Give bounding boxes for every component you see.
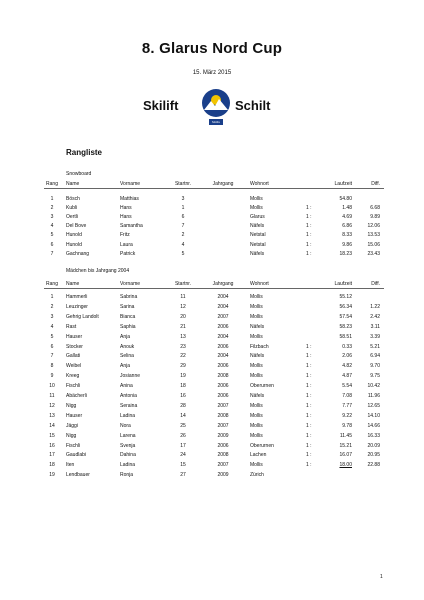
cell-name: Kubli <box>66 205 78 212</box>
cell-jahrgang: 2006 <box>217 323 229 330</box>
column-header-rang: Rang <box>46 181 58 187</box>
cell-rang: 12 <box>49 402 55 409</box>
cell-startnr: 11 <box>180 294 186 300</box>
cell-jahrgang: 2004 <box>217 303 229 310</box>
cell-diff: 14.10 <box>367 412 380 419</box>
column-header-startnr: Startnr. <box>174 181 192 187</box>
cell-vorname: Nora <box>120 422 131 429</box>
cell-wohnort: Mollis <box>250 422 263 429</box>
cell-name: Jäggi <box>66 422 78 429</box>
column-header-diff: Diff. <box>371 281 380 287</box>
cell-minutes: 1 : <box>306 393 312 399</box>
table-row <box>0 232 424 241</box>
column-header-laufzeit: Laufzeit <box>334 281 352 287</box>
cell-name: Hauser <box>66 333 83 340</box>
cell-startnr: 13 <box>180 333 186 340</box>
cell-vorname: Seraina <box>120 402 138 409</box>
column-header-name: Name <box>66 181 80 187</box>
cell-wohnort: Näfels <box>250 223 265 230</box>
cell-vorname: Svenja <box>120 442 136 449</box>
cell-minutes: 1 : <box>306 412 312 419</box>
cell-startnr: 14 <box>180 412 186 419</box>
cell-wohnort: Oberurnen <box>250 383 274 390</box>
cell-vorname: Matthias <box>120 196 139 202</box>
cell-vorname: Ladina <box>120 412 136 419</box>
cell-startnr: 21 <box>180 323 186 330</box>
column-header-wohnort: Wohnort <box>250 181 269 187</box>
table-row <box>0 344 424 353</box>
table-row <box>0 363 424 372</box>
cell-jahrgang: 2006 <box>217 383 229 390</box>
table-row <box>0 373 424 382</box>
cell-rang: 5 <box>50 232 54 239</box>
cell-wohnort: Mollis <box>250 303 263 310</box>
logo-tag: Mollis <box>209 119 223 125</box>
cell-vorname: Sabrina <box>120 294 138 300</box>
cell-jahrgang: 2006 <box>217 343 229 350</box>
cell-name: Leuzinger <box>66 303 88 310</box>
cell-vorname: Saphia <box>120 323 136 330</box>
cell-jahrgang: 2004 <box>217 333 229 340</box>
cell-startnr: 12 <box>180 303 186 310</box>
cell-diff: 22.88 <box>367 462 380 469</box>
cell-rang: 13 <box>49 412 55 419</box>
cell-name: Rast <box>66 323 77 330</box>
cell-vorname: Samantha <box>120 223 143 230</box>
cell-rang: 7 <box>50 250 54 257</box>
cell-minutes: 1 : <box>306 363 312 370</box>
table-row <box>0 393 424 402</box>
cell-name: Oertli <box>66 214 78 221</box>
cell-laufzeit: 5.54 <box>342 383 352 390</box>
cell-jahrgang: 2004 <box>217 294 229 300</box>
cell-rang: 6 <box>50 343 54 350</box>
cell-rang: 4 <box>50 323 54 330</box>
table-row <box>0 294 424 303</box>
document-title: 8. Glarus Nord Cup <box>141 40 283 57</box>
cell-minutes: 1 : <box>306 250 312 257</box>
cell-startnr: 1 <box>181 205 185 212</box>
cell-diff: 9.75 <box>370 373 380 380</box>
cell-vorname: Selina <box>120 353 134 360</box>
cell-laufzeit: 1.48 <box>342 205 352 212</box>
cell-name: Stocker <box>66 343 83 350</box>
cell-vorname: Fritz <box>120 232 130 239</box>
cell-laufzeit: 18.23 <box>339 250 352 257</box>
cell-startnr: 28 <box>180 402 186 409</box>
cell-name: Gallati <box>66 353 81 360</box>
ranking-heading: Rangliste <box>66 148 103 157</box>
cell-laufzeit: 9.78 <box>342 422 352 429</box>
cell-minutes: 1 : <box>306 383 312 390</box>
page-number: 1 <box>380 574 383 580</box>
cell-startnr: 7 <box>181 223 185 230</box>
cell-diff: 6.68 <box>370 205 380 212</box>
cell-rang: 10 <box>49 383 55 390</box>
cell-laufzeit: 16.07 <box>339 452 352 459</box>
table-row <box>0 223 424 232</box>
cell-startnr: 17 <box>180 442 186 449</box>
cell-rang: 3 <box>50 313 54 320</box>
cell-vorname: Ladina <box>120 462 136 469</box>
table-row <box>0 334 424 343</box>
cell-startnr: 2 <box>181 232 185 239</box>
cell-diff: 20.95 <box>367 452 380 459</box>
cell-laufzeit: 2.06 <box>342 353 352 360</box>
cell-minutes: 1 : <box>306 223 312 230</box>
cell-jahrgang: 2008 <box>217 373 229 380</box>
cell-minutes: 1 : <box>306 422 312 429</box>
cell-laufzeit: 7.08 <box>342 393 352 399</box>
cell-rang: 18 <box>49 462 55 469</box>
cell-laufzeit: 4.82 <box>342 363 352 370</box>
cell-name: Hunold <box>66 241 82 248</box>
column-header-startnr: Startnr. <box>174 281 192 287</box>
cell-laufzeit: 0.33 <box>342 343 352 350</box>
cell-minutes: 1 : <box>306 402 312 409</box>
cell-startnr: 6 <box>181 214 185 221</box>
cell-laufzeit: 58.51 <box>339 333 352 340</box>
cell-wohnort: Mollis <box>250 402 263 409</box>
cell-minutes: 1 : <box>306 442 312 449</box>
cell-jahrgang: 2008 <box>217 452 229 459</box>
cell-minutes: 1 : <box>306 232 312 239</box>
table-row <box>0 462 424 471</box>
table-row <box>0 314 424 323</box>
cell-name: Abächerli <box>66 393 87 399</box>
cell-startnr: 18 <box>180 383 186 390</box>
cell-vorname: Josianne <box>120 373 141 380</box>
table-row <box>0 242 424 251</box>
cell-wohnort: Mollis <box>250 205 263 212</box>
cell-vorname: Hans <box>120 214 132 221</box>
cell-name: Nigg <box>66 402 77 409</box>
cell-vorname: Bianca <box>120 313 136 320</box>
cell-rang: 2 <box>50 303 54 310</box>
cell-name: Hauser <box>66 412 83 419</box>
cell-diff: 3.11 <box>370 323 380 330</box>
cell-vorname: Dahina <box>120 452 136 459</box>
cell-diff: 5.21 <box>370 343 380 350</box>
section-label: Mädchen bis Jahrgang 2004 <box>66 268 130 274</box>
table-row <box>0 324 424 333</box>
cell-rang: 14 <box>49 422 55 429</box>
cell-laufzeit: 15.21 <box>339 442 352 449</box>
table-row <box>0 304 424 313</box>
section-label: Snowboard <box>66 171 92 177</box>
cell-jahrgang: 2004 <box>217 353 229 360</box>
cell-laufzeit: 9.22 <box>342 412 352 419</box>
cell-diff: 16.33 <box>367 432 380 439</box>
mountain-sun-icon <box>201 88 231 118</box>
column-header-laufzeit: Laufzeit <box>334 181 352 187</box>
cell-vorname: Patrick <box>120 250 136 257</box>
cell-laufzeit: 57.54 <box>339 313 352 320</box>
cell-laufzeit: 56.34 <box>339 303 352 310</box>
cell-startnr: 15 <box>180 462 186 469</box>
cell-wohnort: Mollis <box>250 196 263 202</box>
cell-wohnort: Mollis <box>250 373 263 380</box>
cell-name: Iten <box>66 462 75 469</box>
cell-laufzeit: 6.86 <box>342 223 352 230</box>
logo-text-right: Schilt <box>235 98 271 113</box>
logo-text-left: Skilift <box>143 98 179 113</box>
cell-wohnort: Näfels <box>250 250 265 257</box>
table-row <box>0 423 424 432</box>
cell-diff: 6.94 <box>370 353 380 360</box>
cell-startnr: 4 <box>181 241 185 248</box>
table-row <box>0 214 424 223</box>
cell-rang: 8 <box>50 363 54 370</box>
cell-laufzeit: 8.33 <box>342 232 352 239</box>
cell-vorname: Larena <box>120 432 136 439</box>
cell-jahrgang: 2007 <box>217 422 229 429</box>
cell-laufzeit: 54.80 <box>339 196 352 202</box>
cell-wohnort: Näfels <box>250 323 265 330</box>
column-header-vorname: Vorname <box>120 281 141 287</box>
cell-vorname: Laura <box>120 241 133 248</box>
cell-laufzeit: 9.86 <box>342 241 352 248</box>
table-row <box>0 205 424 214</box>
cell-rang: 17 <box>49 452 55 459</box>
cell-wohnort: Mollis <box>250 412 263 419</box>
cell-minutes: 1 : <box>306 462 312 469</box>
cell-vorname: Antonia <box>120 393 137 399</box>
cell-jahrgang: 2008 <box>217 412 229 419</box>
skilift-schilt-logo <box>143 86 283 130</box>
cell-diff: 9.70 <box>370 363 380 370</box>
cell-diff: 20.09 <box>367 442 380 449</box>
cell-diff: 3.39 <box>370 333 380 340</box>
cell-laufzeit: 7.77 <box>342 402 352 409</box>
table-row <box>0 383 424 392</box>
cell-vorname: Anja <box>120 363 131 370</box>
cell-wohnort: Netstal <box>250 232 266 239</box>
cell-wohnort: Oberurnen <box>250 442 274 449</box>
cell-minutes: 1 : <box>306 214 312 221</box>
cell-name: Lendbauer <box>66 472 90 479</box>
cell-diff: 15.06 <box>367 241 380 248</box>
cell-jahrgang: 2006 <box>217 393 229 399</box>
cell-name: Nigg <box>66 432 77 439</box>
cell-laufzeit: 4.87 <box>342 373 352 380</box>
cell-rang: 5 <box>50 333 54 340</box>
cell-wohnort: Filzbach <box>250 343 269 350</box>
table-row <box>0 472 424 481</box>
cell-diff: 9.89 <box>370 214 380 221</box>
cell-vorname: Anouk <box>120 343 135 350</box>
cell-jahrgang: 2006 <box>217 363 229 370</box>
cell-minutes: 1 : <box>306 343 312 350</box>
cell-rang: 1 <box>50 196 54 202</box>
cell-name: Bösch <box>66 196 80 202</box>
cell-diff: 2.42 <box>370 313 380 320</box>
table-row <box>0 251 424 260</box>
cell-minutes: 1 : <box>306 452 312 459</box>
cell-diff: 1.22 <box>370 303 380 310</box>
cell-startnr: 24 <box>180 452 186 459</box>
cell-wohnort: Mollis <box>250 432 263 439</box>
cell-wohnort: Näfels <box>250 393 265 399</box>
table-row <box>0 443 424 452</box>
cell-rang: 11 <box>49 393 55 399</box>
cell-startnr: 22 <box>180 353 186 360</box>
cell-name: Hammerli <box>66 294 88 300</box>
cell-jahrgang: 2007 <box>217 462 229 469</box>
cell-wohnort: Mollis <box>250 313 263 320</box>
cell-jahrgang: 2007 <box>217 313 229 320</box>
column-header-rang: Rang <box>46 281 58 287</box>
cell-rang: 6 <box>50 241 54 248</box>
cell-rang: 15 <box>49 432 55 439</box>
column-header-wohnort: Wohnort <box>250 281 269 287</box>
cell-minutes: 1 : <box>306 241 312 248</box>
cell-startnr: 23 <box>180 343 186 350</box>
cell-laufzeit: 58.23 <box>339 323 352 330</box>
cell-wohnort: Zürich <box>250 472 264 479</box>
cell-wohnort: Mollis <box>250 294 263 300</box>
cell-diff: 12.65 <box>367 402 380 409</box>
column-header-diff: Diff. <box>371 181 380 187</box>
table-row <box>0 452 424 461</box>
column-header-jahrgang: Jahrgang <box>212 281 234 287</box>
cell-diff: 10.42 <box>367 383 380 390</box>
cell-minutes: 1 : <box>306 205 312 212</box>
table-row <box>0 433 424 442</box>
cell-rang: 16 <box>49 442 55 449</box>
header-divider <box>44 288 384 289</box>
cell-vorname: Anina <box>120 383 133 390</box>
cell-wohnort: Mollis <box>250 333 263 340</box>
cell-laufzeit: 18.00 <box>339 462 352 469</box>
cell-jahrgang: 2007 <box>217 402 229 409</box>
table-row <box>0 413 424 422</box>
event-date: 15. März 2015 <box>192 70 232 76</box>
cell-laufzeit: 4.69 <box>342 214 352 221</box>
cell-rang: 7 <box>50 353 54 360</box>
cell-vorname: Hans <box>120 205 132 212</box>
cell-rang: 3 <box>50 214 54 221</box>
cell-name: Fischli <box>66 442 81 449</box>
cell-jahrgang: 2009 <box>217 472 229 479</box>
cell-rang: 1 <box>50 294 54 300</box>
cell-name: Del Bove <box>66 223 87 230</box>
cell-startnr: 20 <box>180 313 186 320</box>
column-header-name: Name <box>66 281 80 287</box>
cell-startnr: 25 <box>180 422 186 429</box>
cell-diff: 12.06 <box>367 223 380 230</box>
cell-wohnort: Glarus <box>250 214 265 221</box>
cell-diff: 14.66 <box>367 422 380 429</box>
cell-wohnort: Mollis <box>250 462 263 469</box>
cell-name: Hunold <box>66 232 82 239</box>
cell-minutes: 1 : <box>306 373 312 380</box>
cell-name: Gehrig Landolt <box>66 313 99 320</box>
cell-startnr: 5 <box>181 250 185 257</box>
cell-name: Gachnang <box>66 250 90 257</box>
cell-wohnort: Näfels <box>250 353 265 360</box>
cell-diff: 23.43 <box>367 250 380 257</box>
table-row <box>0 196 424 205</box>
cell-minutes: 1 : <box>306 432 312 439</box>
cell-rang: 2 <box>50 205 54 212</box>
cell-name: Fischli <box>66 383 81 390</box>
column-header-vorname: Vorname <box>120 181 141 187</box>
cell-startnr: 19 <box>180 373 186 380</box>
cell-jahrgang: 2006 <box>217 442 229 449</box>
cell-rang: 19 <box>49 472 55 479</box>
cell-startnr: 3 <box>181 196 185 202</box>
cell-jahrgang: 2009 <box>217 432 229 439</box>
cell-startnr: 16 <box>180 393 186 399</box>
cell-name: Kreeg <box>66 373 80 380</box>
cell-startnr: 29 <box>180 363 186 370</box>
cell-diff: 11.96 <box>367 393 380 399</box>
cell-startnr: 27 <box>180 472 186 479</box>
cell-rang: 9 <box>50 373 54 380</box>
cell-startnr: 26 <box>180 432 186 439</box>
cell-wohnort: Lachen <box>250 452 267 459</box>
header-divider <box>44 188 384 189</box>
table-row <box>0 403 424 412</box>
cell-rang: 4 <box>50 223 54 230</box>
cell-minutes: 1 : <box>306 353 312 360</box>
cell-name: Weibel <box>66 363 82 370</box>
column-header-jahrgang: Jahrgang <box>212 181 234 187</box>
cell-laufzeit: 11.45 <box>339 432 352 439</box>
cell-laufzeit: 55.12 <box>339 294 352 300</box>
cell-diff: 13.53 <box>367 232 380 239</box>
cell-vorname: Sarina <box>120 303 135 310</box>
cell-wohnort: Netstal <box>250 241 266 248</box>
cell-vorname: Anja <box>120 333 131 340</box>
cell-name: Gaudlabi <box>66 452 87 459</box>
cell-vorname: Ronja <box>120 472 134 479</box>
cell-wohnort: Mollis <box>250 363 263 370</box>
table-row <box>0 353 424 362</box>
